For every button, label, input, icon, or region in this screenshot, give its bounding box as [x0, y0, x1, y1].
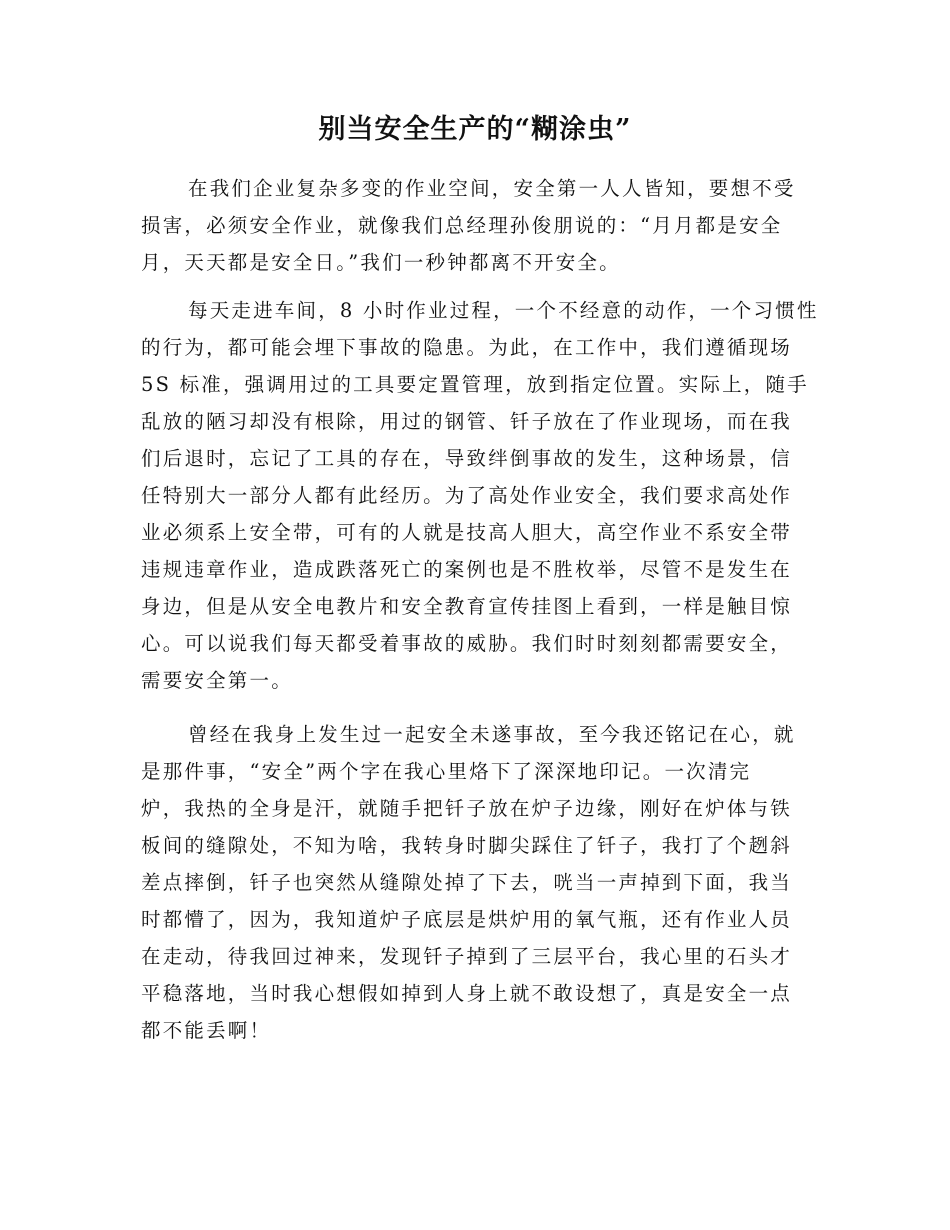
paragraph-3-line-8: 平稳落地，当时我心想假如掉到人身上就不敢设想了，真是安全一点	[141, 982, 793, 1005]
paragraph-2-line-2: 的行为，都可能会埋下事故的隐患。为此，在工作中，我们遵循现场	[141, 336, 793, 359]
paragraph-2-line-8: 违规违章作业，造成跌落死亡的案例也是不胜枚举，尽管不是发生在	[141, 558, 793, 581]
paragraph-1-line-2: 损害，必须安全作业，就像我们总经理孙俊朋说的：“月月都是安全	[141, 214, 783, 237]
paragraph-3-line-7: 在走动，待我回过神来，发现钎子掉到了三层平台，我心里的石头才	[141, 945, 793, 968]
paragraph-2-line-10: 心。可以说我们每天都受着事故的威胁。我们时时刻刻都需要安全，	[141, 632, 793, 655]
paragraph-2-line-5: 们后退时，忘记了工具的存在，导致绊倒事故的发生，这种场景，信	[141, 447, 793, 470]
paragraph-2-line-3: 5S 标准，强调用过的工具要定置管理，放到指定位置。实际上，随手	[141, 373, 809, 396]
paragraph-2-line-9: 身边，但是从安全电教片和安全教育宣传挂图上看到，一样是触目惊	[141, 595, 793, 618]
paragraph-3-line-1: 曾经在我身上发生过一起安全未遂事故，至今我还铭记在心，就	[188, 723, 796, 746]
paragraph-1-line-1: 在我们企业复杂多变的作业空间，安全第一人人皆知，要想不受	[188, 177, 796, 200]
paragraph-2-line-7: 业必须系上安全带，可有的人就是技高人胆大，高空作业不系安全带	[141, 521, 793, 544]
paragraph-2-line-1: 每天走进车间，8 小时作业过程，一个不经意的动作，一个习惯性	[188, 299, 819, 322]
paragraph-3-line-3: 炉，我热的全身是汗，就随手把钎子放在炉子边缘，刚好在炉体与铁	[141, 797, 793, 820]
paragraph-2-line-11: 需要安全第一。	[141, 669, 293, 692]
paragraph-3-line-5: 差点摔倒，钎子也突然从缝隙处掉了下去，咣当一声掉到下面，我当	[141, 871, 793, 894]
paragraph-1-line-3: 月，天天都是安全日。”我们一秒钟都离不开安全。	[141, 251, 621, 274]
paragraph-3-line-6: 时都懵了，因为，我知道炉子底层是烘炉用的氧气瓶，还有作业人员	[141, 908, 793, 931]
paragraph-3-line-9: 都不能丢啊！	[141, 1019, 272, 1042]
paragraph-3-line-4: 板间的缝隙处，不知为啥，我转身时脚尖踩住了钎子，我打了个趔斜	[141, 834, 793, 857]
paragraph-3-line-2: 是那件事，“安全”两个字在我心里烙下了深深地印记。一次清完	[141, 760, 752, 783]
paragraph-2-line-4: 乱放的陋习却没有根除，用过的钢管、钎子放在了作业现场，而在我	[141, 410, 793, 433]
page-title: 别当安全生产的“糊涂虫”	[318, 114, 632, 145]
paragraph-2-line-6: 任特别大一部分人都有此经历。为了高处作业安全，我们要求高处作	[141, 484, 793, 507]
